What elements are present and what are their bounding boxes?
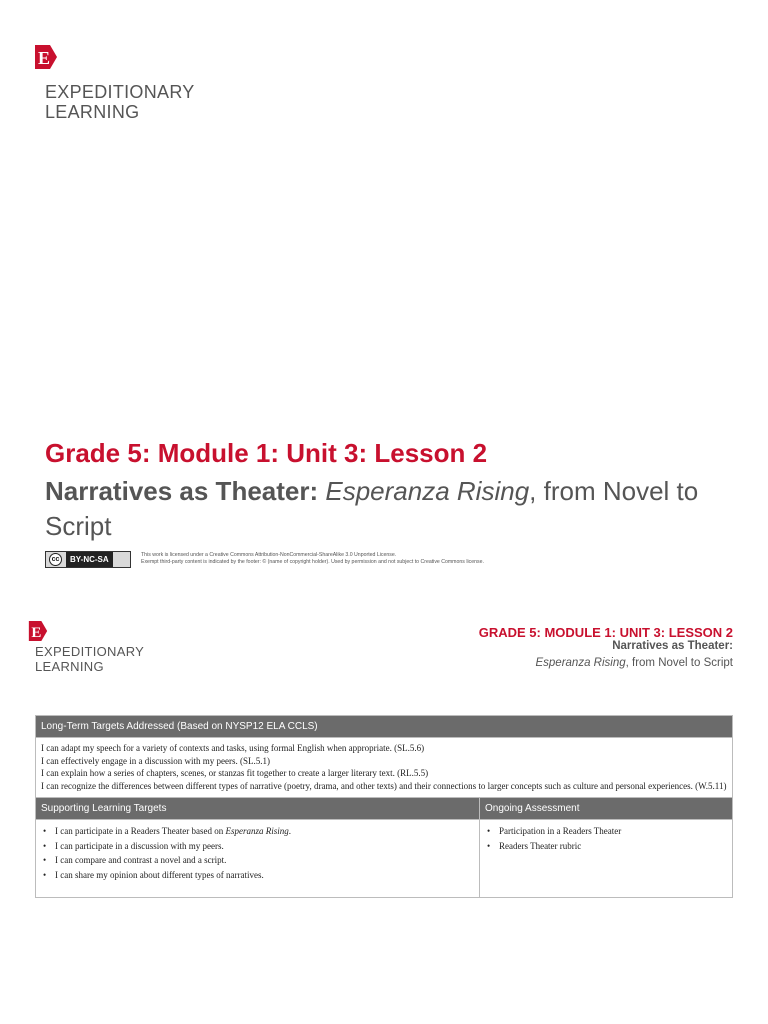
- brand-logo-text: [45, 82, 195, 122]
- svg-text:E: E: [31, 624, 42, 641]
- long-term-target: I can effectively engage in a discussion with my peers. (SL.5.1): [41, 755, 271, 766]
- subtitle-book: Esperanza Rising: [325, 476, 530, 506]
- ongoing-assessment-header: Ongoing Assessment: [480, 798, 733, 820]
- long-term-target: I can recognize the differences between different types of narrative (poetry, drama, and other texts) and their connections to larger concepts such as culture and personal experiences. (W.5.11): [41, 780, 727, 791]
- license-line-1: This work is licensed under a Creative Commons Attribution-NonCommercial-ShareAlike 3.0 Unported License.: [141, 552, 397, 558]
- supporting-target: • I can participate in a Readers Theater based on Esperanza Rising.: [41, 824, 474, 839]
- header-brand-line-2: LEARNING: [35, 659, 104, 674]
- cc-license-badge[interactable]: [45, 551, 131, 568]
- header-brand-line-1: EXPEDITIONARY: [35, 644, 145, 659]
- license-text: [141, 552, 484, 566]
- header-book-rest: , from Novel to Script: [625, 657, 733, 669]
- header-grade-title: GRADE 5: MODULE 1: UNIT 3: LESSON 2: [478, 625, 733, 640]
- supporting-targets-header: Supporting Learning Targets: [36, 798, 480, 820]
- supporting-target: • I can compare and contrast a novel and a script.: [41, 853, 474, 868]
- long-term-target: I can adapt my speech for a variety of contexts and tasks, using formal English when appropriate. (SL.5.6): [41, 743, 425, 753]
- expeditionary-learning-logo-icon: [35, 45, 57, 69]
- ongoing-assessment-cell: [480, 820, 733, 898]
- learning-targets-table: [35, 715, 733, 898]
- cc-badge-text: BY-NC-SA: [66, 552, 113, 567]
- license-line-2: Exempt third-party content is indicated by the footer: © (name of copyright holder). Used by permission and not subject to Creative Commons license.: [141, 559, 484, 565]
- cover-subtitle: [45, 474, 725, 544]
- cover-title: Grade 5: Module 1: Unit 3: Lesson 2: [45, 438, 488, 468]
- long-term-target: I can explain how a series of chapters, scenes, or stanzas fit together to create a larger literary text. (RL.5.5): [41, 768, 429, 779]
- brand-line-2: LEARNING: [45, 102, 140, 122]
- assessment-item: • Readers Theater rubric: [485, 839, 727, 854]
- long-term-targets-header: Long-Term Targets Addressed (Based on NYSP12 ELA CCLS): [36, 716, 733, 738]
- header-logo-icon: [28, 621, 48, 641]
- header-narratives: Narratives as Theater:: [612, 640, 733, 652]
- subtitle-bold: Narratives as Theater:: [45, 476, 319, 506]
- header-book-title: Esperanza Rising: [535, 657, 626, 669]
- supporting-target: • I can share my opinion about different types of narratives.: [41, 868, 474, 883]
- supporting-targets-cell: [36, 820, 480, 898]
- header-brand-text: [35, 644, 144, 674]
- brand-line-1: EXPEDITIONARY: [45, 82, 195, 102]
- long-term-targets-cell: [36, 738, 733, 798]
- subtitle-rest: , from Novel to Script: [45, 476, 699, 541]
- creative-commons-icon: cc: [49, 553, 62, 566]
- svg-text:E: E: [38, 48, 51, 68]
- header-book-line: [535, 657, 733, 669]
- assessment-item: • Participation in a Readers Theater: [485, 824, 727, 839]
- supporting-target: • I can participate in a discussion with my peers.: [41, 839, 474, 854]
